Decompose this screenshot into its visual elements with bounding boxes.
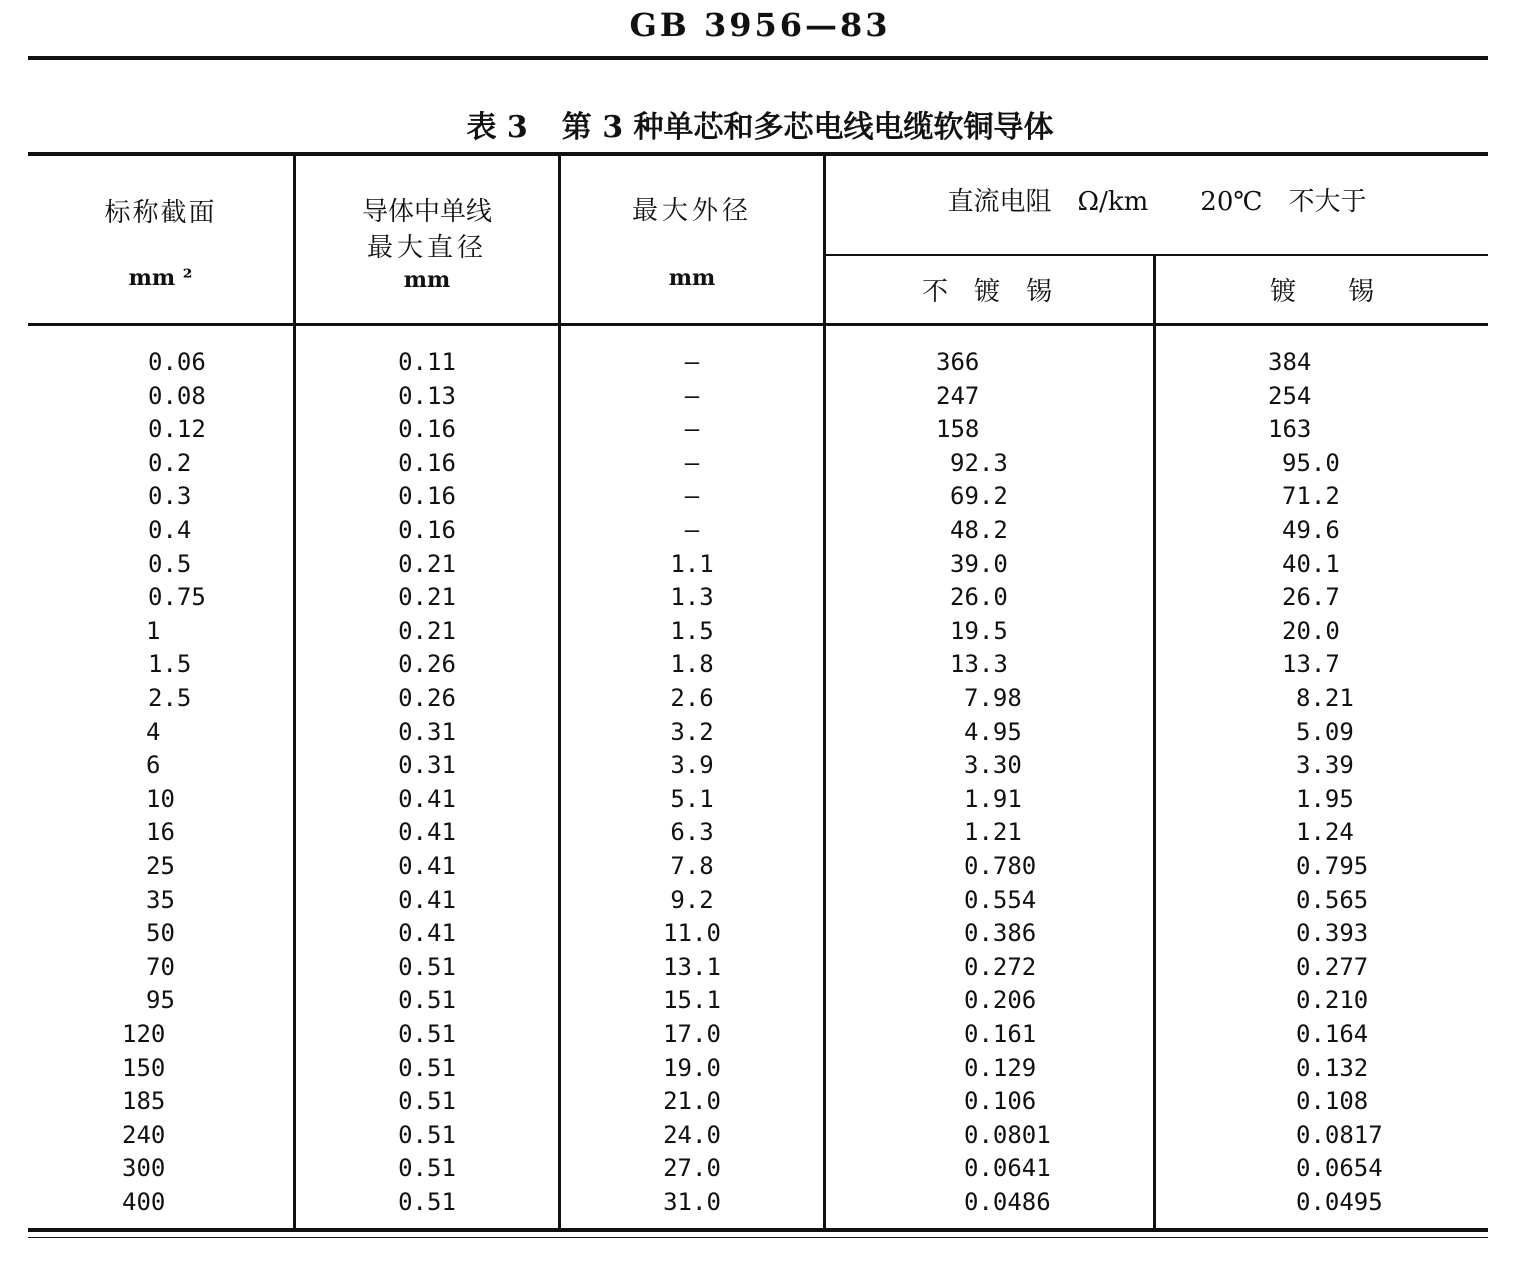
cell-nominal-section: 0.08 xyxy=(148,381,206,410)
cell-nominal-section: 300 xyxy=(122,1154,166,1183)
cell-max-wire-diameter: 0.31 xyxy=(398,751,456,780)
table-row xyxy=(28,479,1488,513)
cell-resistance-plain: 0.272 xyxy=(964,952,1037,981)
cell-nominal-section: 95 xyxy=(146,986,175,1015)
cell-resistance-plain: 3.30 xyxy=(964,751,1022,780)
cell-max-wire-diameter: 0.41 xyxy=(398,818,456,847)
table-title-text: 第 3 种单芯和多芯电线电缆软铜导体 xyxy=(561,110,1054,145)
table-row xyxy=(28,681,1488,715)
table-row xyxy=(28,1084,1488,1118)
cell-nominal-section: 2.5 xyxy=(148,684,192,712)
table-bottom-rule-thin xyxy=(28,1237,1488,1238)
cell-resistance-tinned: 49.6 xyxy=(1282,516,1340,544)
table-row xyxy=(28,345,1488,379)
cell-resistance-tinned: 1.95 xyxy=(1296,784,1354,813)
cell-max-wire-diameter: 0.41 xyxy=(398,919,456,948)
cell-max-outer-diameter: 2.6 xyxy=(670,684,714,712)
cell-resistance-plain: 0.780 xyxy=(964,852,1037,880)
cell-max-wire-diameter: 0.16 xyxy=(398,415,456,444)
header-nominal-section: 标称截面 xyxy=(104,198,217,228)
cell-max-outer-diameter: 1.5 xyxy=(670,616,714,645)
cell-resistance-plain: 247 xyxy=(936,381,980,410)
cell-max-wire-diameter: 0.16 xyxy=(398,482,456,511)
cell-resistance-tinned: 5.09 xyxy=(1296,717,1354,746)
cell-resistance-tinned: 8.21 xyxy=(1296,684,1354,712)
cell-resistance-plain: 0.554 xyxy=(964,885,1037,914)
table-title xyxy=(0,102,1520,146)
cell-resistance-plain: 0.206 xyxy=(964,986,1037,1015)
cell-nominal-section: 0.12 xyxy=(148,415,206,444)
cell-max-wire-diameter: 0.51 xyxy=(398,1154,456,1183)
cell-resistance-tinned: 0.393 xyxy=(1296,919,1369,948)
header-max-wire-diameter-line1: 导体中单线 xyxy=(361,197,492,227)
cell-resistance-plain: 7.98 xyxy=(964,684,1022,712)
cell-resistance-tinned: 0.277 xyxy=(1296,952,1369,981)
cell-max-outer-diameter: 1.1 xyxy=(670,549,714,578)
table-row xyxy=(28,1151,1488,1185)
cell-resistance-tinned: 1.24 xyxy=(1296,818,1354,847)
cell-resistance-plain: 0.161 xyxy=(964,1020,1037,1048)
cell-resistance-tinned: 95.0 xyxy=(1282,448,1340,477)
cell-max-wire-diameter: 0.26 xyxy=(398,684,456,712)
cell-max-wire-diameter: 0.51 xyxy=(398,1020,456,1048)
cell-resistance-tinned: 26.7 xyxy=(1282,583,1340,612)
cell-max-outer-diameter: 3.9 xyxy=(670,751,714,780)
cell-nominal-section: 25 xyxy=(146,852,175,880)
cell-nominal-section: 4 xyxy=(146,717,161,746)
cell-resistance-plain: 1.21 xyxy=(964,818,1022,847)
cell-resistance-tinned: 384 xyxy=(1268,348,1312,376)
cell-max-outer-diameter: 11.0 xyxy=(663,919,721,948)
cell-resistance-plain: 0.129 xyxy=(964,1053,1037,1082)
cell-resistance-tinned: 0.795 xyxy=(1296,852,1369,880)
cell-max-outer-diameter: 31.0 xyxy=(663,1188,721,1216)
cell-max-outer-diameter: — xyxy=(684,381,700,410)
cell-max-outer-diameter: 1.8 xyxy=(670,650,714,679)
cell-resistance-tinned: 163 xyxy=(1268,415,1312,444)
cell-max-outer-diameter: 9.2 xyxy=(670,885,714,914)
cell-resistance-plain: 0.0801 xyxy=(964,1120,1051,1149)
header-tinned-copper: 镀 锡 xyxy=(1269,277,1374,307)
cell-resistance-tinned: 0.132 xyxy=(1296,1053,1369,1082)
header-bottom-rule xyxy=(28,323,1488,326)
cell-resistance-plain: 366 xyxy=(936,348,980,376)
table-row xyxy=(28,849,1488,883)
table-row xyxy=(28,647,1488,681)
cell-resistance-tinned: 71.2 xyxy=(1282,482,1340,511)
cell-nominal-section: 0.2 xyxy=(148,448,192,477)
cell-nominal-section: 0.4 xyxy=(148,516,192,544)
cell-resistance-plain: 69.2 xyxy=(950,482,1008,511)
cell-nominal-section: 16 xyxy=(146,818,175,847)
table-top-rule xyxy=(28,152,1488,156)
cell-resistance-tinned: 254 xyxy=(1268,381,1312,410)
cell-resistance-tinned: 0.0495 xyxy=(1296,1188,1383,1216)
table-row xyxy=(28,1118,1488,1152)
top-rule xyxy=(28,56,1488,60)
header-max-wire-diameter-unit: mm xyxy=(403,267,451,293)
cell-nominal-section: 150 xyxy=(122,1053,166,1082)
cell-resistance-plain: 0.386 xyxy=(964,919,1037,948)
cell-resistance-plain: 158 xyxy=(936,415,980,444)
cell-max-outer-diameter: — xyxy=(684,482,700,511)
cell-max-outer-diameter: 19.0 xyxy=(663,1053,721,1082)
cell-max-wire-diameter: 0.51 xyxy=(398,1188,456,1216)
cell-max-outer-diameter: 7.8 xyxy=(670,852,714,880)
cell-resistance-tinned: 13.7 xyxy=(1282,650,1340,679)
cell-resistance-tinned: 0.164 xyxy=(1296,1020,1369,1048)
cell-max-wire-diameter: 0.41 xyxy=(398,885,456,914)
header-plain-copper: 不 镀 锡 xyxy=(922,277,1053,307)
cell-resistance-tinned: 0.0817 xyxy=(1296,1120,1383,1149)
cell-nominal-section: 185 xyxy=(122,1087,166,1116)
resistance-header-rule xyxy=(824,254,1488,256)
table-row xyxy=(28,883,1488,917)
table-row xyxy=(28,950,1488,984)
cell-nominal-section: 10 xyxy=(146,784,175,813)
cell-max-outer-diameter: — xyxy=(684,448,700,477)
cell-max-wire-diameter: 0.26 xyxy=(398,650,456,679)
table-row xyxy=(28,815,1488,849)
cell-nominal-section: 240 xyxy=(122,1120,166,1149)
cell-nominal-section: 0.75 xyxy=(148,583,206,612)
table-row xyxy=(28,513,1488,547)
cell-max-wire-diameter: 0.21 xyxy=(398,616,456,645)
cell-max-outer-diameter: — xyxy=(684,348,700,376)
cell-max-wire-diameter: 0.51 xyxy=(398,986,456,1015)
table-row xyxy=(28,1017,1488,1051)
cell-max-outer-diameter: 3.2 xyxy=(670,717,714,746)
cell-max-wire-diameter: 0.51 xyxy=(398,1120,456,1149)
table-row xyxy=(28,782,1488,816)
cell-resistance-tinned: 0.0654 xyxy=(1296,1154,1383,1183)
cell-resistance-plain: 0.0486 xyxy=(964,1188,1051,1216)
header-nominal-section-unit: mm ² xyxy=(128,265,193,291)
table-row xyxy=(28,446,1488,480)
cell-max-outer-diameter: 27.0 xyxy=(663,1154,721,1183)
cell-resistance-tinned: 0.108 xyxy=(1296,1087,1369,1116)
cell-resistance-plain: 13.3 xyxy=(950,650,1008,679)
table-row xyxy=(28,412,1488,446)
cell-nominal-section: 35 xyxy=(146,885,175,914)
cell-max-outer-diameter: — xyxy=(684,415,700,444)
cell-resistance-tinned: 0.210 xyxy=(1296,986,1369,1015)
cell-max-outer-diameter: 6.3 xyxy=(670,818,714,847)
cell-max-outer-diameter: 1.3 xyxy=(670,583,714,612)
cell-max-wire-diameter: 0.31 xyxy=(398,717,456,746)
cell-max-wire-diameter: 0.51 xyxy=(398,1087,456,1116)
cell-nominal-section: 70 xyxy=(146,952,175,981)
cell-max-outer-diameter: 17.0 xyxy=(663,1020,721,1048)
cell-resistance-plain: 92.3 xyxy=(950,448,1008,477)
cell-resistance-tinned: 3.39 xyxy=(1296,751,1354,780)
table-row xyxy=(28,715,1488,749)
cell-max-outer-diameter: 21.0 xyxy=(663,1087,721,1116)
header-max-wire-diameter-line2: 最大直径 xyxy=(366,233,487,263)
cell-nominal-section: 400 xyxy=(122,1188,166,1216)
cell-max-wire-diameter: 0.51 xyxy=(398,952,456,981)
cell-nominal-section: 0.06 xyxy=(148,348,206,376)
cell-nominal-section: 50 xyxy=(146,919,175,948)
cell-resistance-plain: 0.106 xyxy=(964,1087,1037,1116)
cell-max-wire-diameter: 0.51 xyxy=(398,1053,456,1082)
cell-max-outer-diameter: — xyxy=(684,516,700,544)
cell-resistance-tinned: 20.0 xyxy=(1282,616,1340,645)
cell-max-wire-diameter: 0.13 xyxy=(398,381,456,410)
cell-max-outer-diameter: 24.0 xyxy=(663,1120,721,1149)
cell-max-outer-diameter: 15.1 xyxy=(663,986,721,1015)
cell-resistance-plain: 39.0 xyxy=(950,549,1008,578)
table-row xyxy=(28,1051,1488,1085)
cell-resistance-plain: 48.2 xyxy=(950,516,1008,544)
cell-max-outer-diameter: 5.1 xyxy=(670,784,714,813)
header-max-outer-diameter: 最大外径 xyxy=(631,196,752,226)
table-bottom-rule xyxy=(28,1228,1488,1232)
cell-max-wire-diameter: 0.21 xyxy=(398,583,456,612)
cell-max-wire-diameter: 0.41 xyxy=(398,784,456,813)
cell-nominal-section: 1.5 xyxy=(148,650,192,679)
cell-max-wire-diameter: 0.41 xyxy=(398,852,456,880)
cell-nominal-section: 0.5 xyxy=(148,549,192,578)
table-row xyxy=(28,379,1488,413)
table-row xyxy=(28,580,1488,614)
cell-max-wire-diameter: 0.16 xyxy=(398,448,456,477)
cell-max-wire-diameter: 0.21 xyxy=(398,549,456,578)
cell-resistance-plain: 4.95 xyxy=(964,717,1022,746)
header-dc-resistance: 直流电阻 Ω/km 20℃ 不大于 xyxy=(947,187,1367,217)
cell-max-outer-diameter: 13.1 xyxy=(663,952,721,981)
table-row xyxy=(28,983,1488,1017)
header-max-outer-diameter-unit: mm xyxy=(668,265,716,291)
table-row xyxy=(28,1185,1488,1219)
cell-max-wire-diameter: 0.11 xyxy=(398,348,456,376)
cell-resistance-plain: 1.91 xyxy=(964,784,1022,813)
cell-resistance-plain: 0.0641 xyxy=(964,1154,1051,1183)
table-label: 表 3 xyxy=(466,110,528,145)
cell-nominal-section: 6 xyxy=(146,751,161,780)
cell-max-wire-diameter: 0.16 xyxy=(398,516,456,544)
cell-nominal-section: 120 xyxy=(122,1020,166,1048)
cell-resistance-tinned: 0.565 xyxy=(1296,885,1369,914)
cell-nominal-section: 0.3 xyxy=(148,482,192,511)
table-row xyxy=(28,916,1488,950)
cell-resistance-plain: 19.5 xyxy=(950,616,1008,645)
cell-resistance-plain: 26.0 xyxy=(950,583,1008,612)
cell-resistance-tinned: 40.1 xyxy=(1282,549,1340,578)
table-row xyxy=(28,748,1488,782)
table-row xyxy=(28,614,1488,648)
document-code: GB 3956—83 xyxy=(629,6,891,44)
cell-nominal-section: 1 xyxy=(146,616,161,645)
table-row xyxy=(28,547,1488,581)
